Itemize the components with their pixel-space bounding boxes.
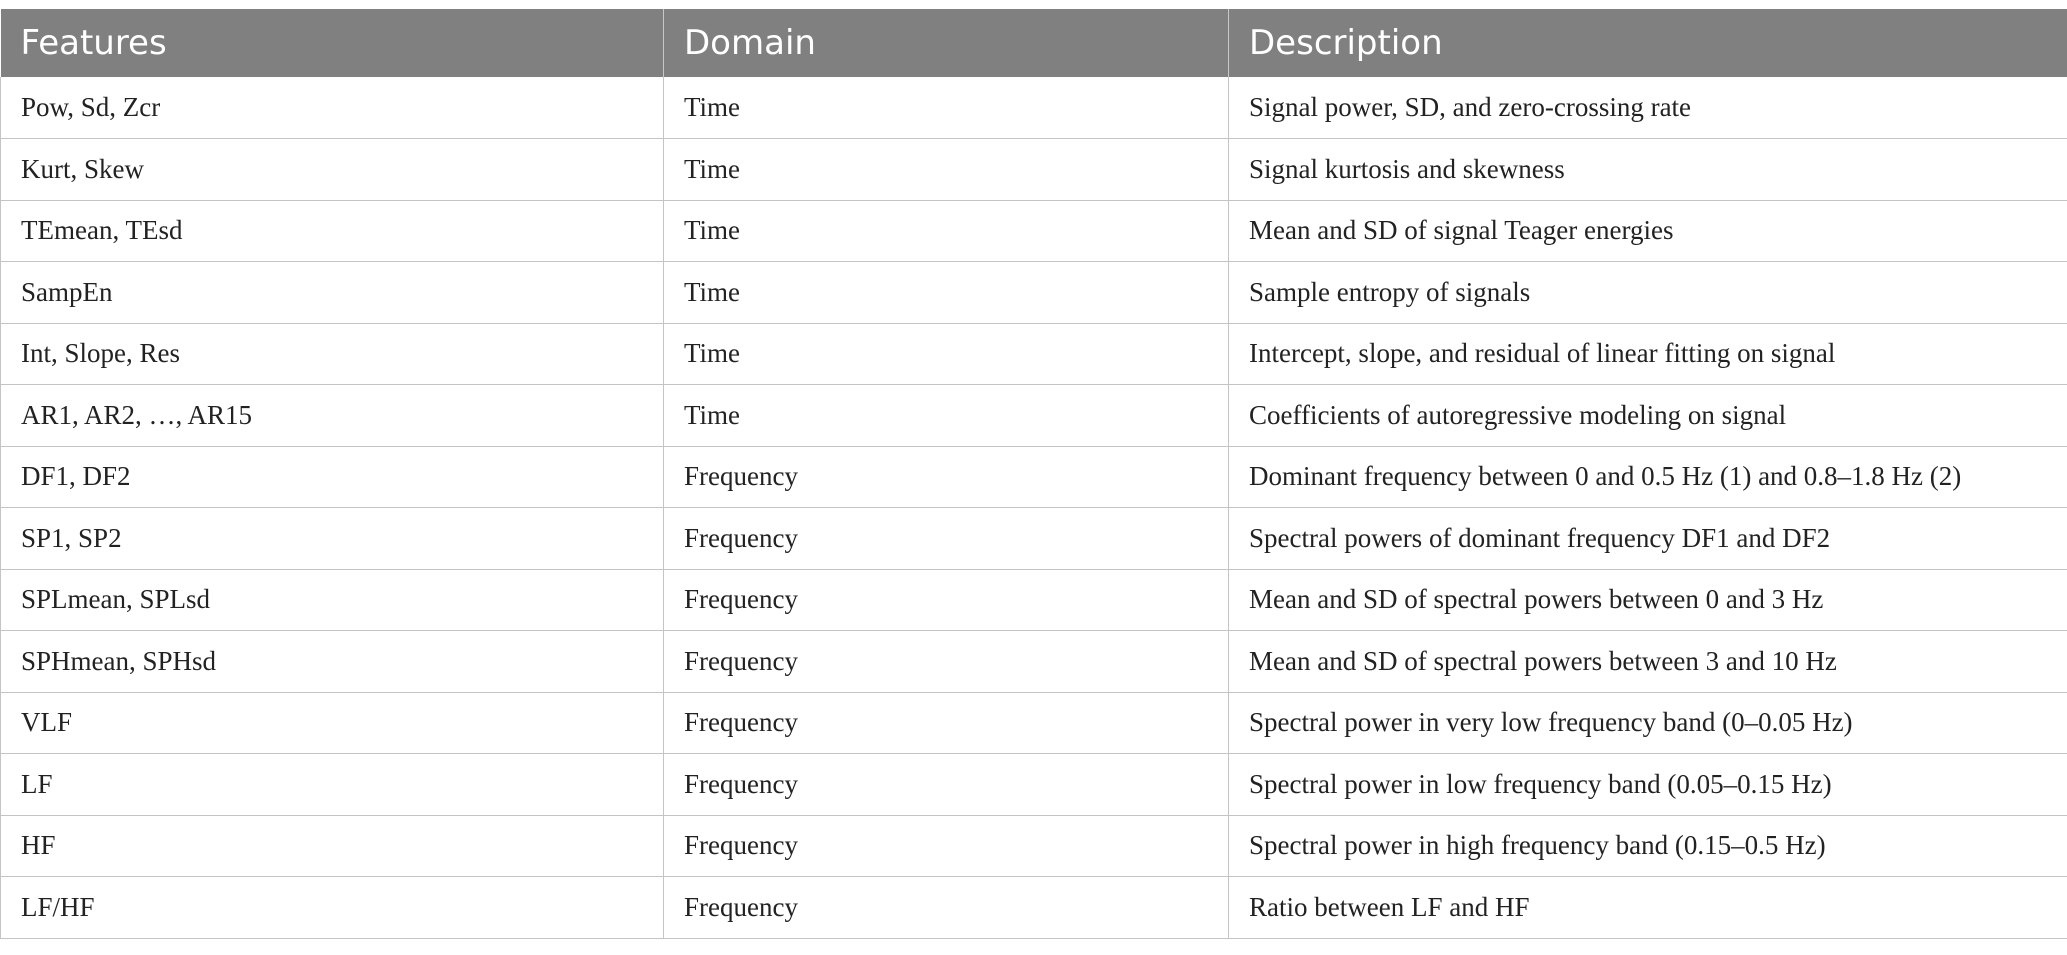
table-row [1,385,2067,447]
cell-domain: Frequency [664,815,1229,877]
cell-description: Spectral power in low frequency band (0.05–0.15 Hz) [1229,754,2067,816]
cell-domain: Time [664,323,1229,385]
cell-domain: Frequency [664,569,1229,631]
table-row [1,692,2067,754]
cell-features: Int, Slope, Res [1,323,664,385]
table-row [1,139,2067,201]
table-body [1,77,2067,938]
table-row [1,200,2067,262]
cell-features: TEmean, TEsd [1,200,664,262]
header-row [1,9,2067,77]
cell-description: Mean and SD of spectral powers between 3 and 10 Hz [1229,631,2067,693]
cell-features: LF/HF [1,877,664,939]
cell-features: AR1, AR2, …, AR15 [1,385,664,447]
table-row [1,446,2067,508]
cell-features: HF [1,815,664,877]
cell-description: Signal kurtosis and skewness [1229,139,2067,201]
header-description: Description [1229,9,2067,77]
cell-description: Sample entropy of signals [1229,262,2067,324]
cell-description: Spectral powers of dominant frequency DF1 and DF2 [1229,508,2067,570]
features-table [0,9,2067,939]
cell-domain: Frequency [664,877,1229,939]
cell-domain: Frequency [664,754,1229,816]
cell-domain: Frequency [664,446,1229,508]
cell-domain: Time [664,139,1229,201]
cell-description: Spectral power in very low frequency band (0–0.05 Hz) [1229,692,2067,754]
cell-domain: Frequency [664,692,1229,754]
cell-description: Dominant frequency between 0 and 0.5 Hz (1) and 0.8–1.8 Hz (2) [1229,446,2067,508]
cell-features: Pow, Sd, Zcr [1,77,664,139]
cell-description: Ratio between LF and HF [1229,877,2067,939]
table-row [1,323,2067,385]
cell-domain: Frequency [664,631,1229,693]
table-row [1,877,2067,939]
cell-features: SampEn [1,262,664,324]
table-row [1,77,2067,139]
cell-description: Intercept, slope, and residual of linear fitting on signal [1229,323,2067,385]
cell-description: Signal power, SD, and zero-crossing rate [1229,77,2067,139]
cell-description: Spectral power in high frequency band (0.15–0.5 Hz) [1229,815,2067,877]
cell-description: Coefficients of autoregressive modeling on signal [1229,385,2067,447]
table-row [1,569,2067,631]
cell-features: SP1, SP2 [1,508,664,570]
table-row [1,508,2067,570]
cell-features: SPHmean, SPHsd [1,631,664,693]
cell-features: VLF [1,692,664,754]
features-table-container [0,9,2067,939]
cell-features: Kurt, Skew [1,139,664,201]
table-row [1,262,2067,324]
cell-domain: Frequency [664,508,1229,570]
header-domain: Domain [664,9,1229,77]
cell-domain: Time [664,77,1229,139]
cell-domain: Time [664,200,1229,262]
table-header [1,9,2067,77]
cell-features: DF1, DF2 [1,446,664,508]
cell-description: Mean and SD of signal Teager energies [1229,200,2067,262]
table-row [1,754,2067,816]
cell-features: SPLmean, SPLsd [1,569,664,631]
cell-description: Mean and SD of spectral powers between 0 and 3 Hz [1229,569,2067,631]
table-row [1,631,2067,693]
header-features: Features [1,9,664,77]
cell-features: LF [1,754,664,816]
table-row [1,815,2067,877]
cell-domain: Time [664,262,1229,324]
cell-domain: Time [664,385,1229,447]
